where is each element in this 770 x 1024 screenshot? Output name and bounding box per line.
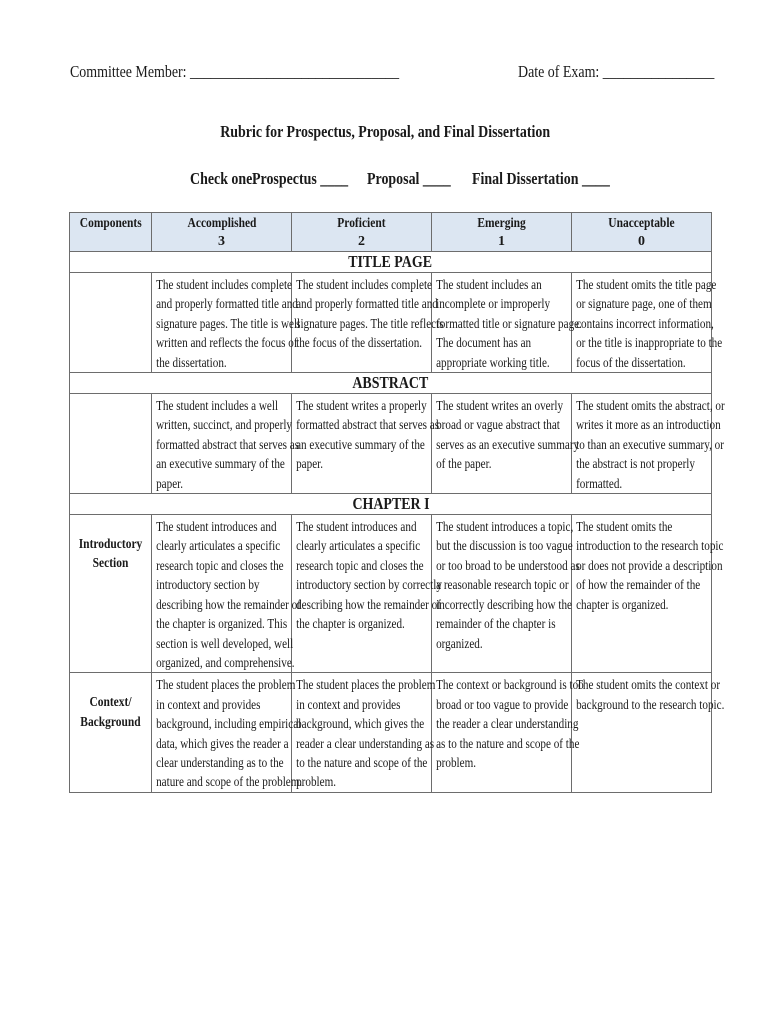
column-label: Unacceptable (608, 216, 675, 231)
text-line: introductory section by (156, 577, 260, 593)
text-line: organized. (436, 635, 483, 651)
text-line: The student omits the context or (576, 677, 721, 693)
date-of-exam-field[interactable]: Date of Exam: ________________ (518, 62, 715, 81)
proposal-option[interactable]: Proposal ____ (367, 169, 451, 188)
final-dissertation-option[interactable]: Final Dissertation ____ (472, 169, 610, 188)
text-line: background, including empirical (156, 716, 302, 732)
text-line: an executive summary of the (296, 436, 425, 452)
column-points: 0 (638, 234, 645, 249)
section-heading-text: ABSTRACT (352, 373, 429, 393)
text-line: The student omits the (576, 519, 673, 535)
text-line: the focus of the dissertation. (296, 335, 423, 351)
text-line: formatted. (576, 475, 623, 491)
criterion-cell (432, 273, 582, 373)
criterion-cell (152, 394, 300, 494)
text-line: focus of the dissertation. (576, 354, 686, 370)
component-label-context-background (70, 673, 152, 792)
text-line: background to the research topic. (576, 696, 725, 712)
text-line: The student places the problem (296, 677, 436, 693)
text-line: organized, and comprehensive. (156, 654, 295, 670)
section-heading-text: CHAPTER I (351, 494, 430, 514)
text-line: paper. (156, 475, 184, 491)
section-heading (70, 494, 712, 515)
text-line: The student introduces and (296, 519, 417, 535)
text-line: and properly formatted title and (296, 296, 438, 312)
text-line: a reasonable research topic or (436, 577, 569, 593)
text-line: clear understanding as to the (156, 754, 284, 770)
text-line: research topic and closes the (296, 557, 424, 573)
column-label: Accomplished (187, 216, 256, 231)
criterion-cell (572, 273, 723, 373)
text-line: The student includes a well (156, 398, 279, 414)
section-heading (70, 373, 712, 394)
text-line: introductory section by correctly (296, 577, 442, 593)
column-points: 2 (358, 234, 365, 249)
column-header-accomplished (152, 213, 292, 252)
text-line: the chapter is organized. (296, 616, 405, 632)
text-line: appropriate working title. (436, 354, 550, 370)
criterion-cell (292, 673, 436, 792)
text-line: or signature page, one of them (576, 296, 712, 312)
text-line: but the discussion is too vague (436, 538, 573, 554)
text-line: The student omits the title page (576, 277, 717, 292)
column-header-emerging (432, 213, 572, 252)
text-line: background, which gives the (296, 716, 425, 732)
text-line: Introductory (78, 537, 143, 553)
text-line: paper. (296, 456, 324, 472)
text-line: The document has an (436, 335, 532, 351)
text-line: The student introduces a topic, (436, 519, 574, 535)
rubric-row-introductory-section (70, 515, 712, 673)
text-line: nature and scope of the problem. (156, 774, 303, 790)
text-line: an executive summary of the (156, 456, 285, 472)
text-line: in context and provides (296, 696, 401, 712)
text-line: The student places the problem (156, 677, 296, 693)
text-line: written and reflects the focus of (156, 335, 298, 351)
text-line: The context or background is too (436, 677, 584, 693)
text-line: formatted abstract that serves as (296, 417, 440, 433)
criterion-cell (292, 273, 444, 373)
criterion-cell (572, 673, 725, 792)
component-cell (70, 273, 152, 373)
document-title (0, 122, 770, 142)
component-cell (70, 394, 152, 494)
rubric-row-abstract (70, 394, 712, 494)
committee-member-field[interactable]: Committee Member: ______________________________ (70, 62, 400, 81)
text-line: the dissertation. (156, 354, 227, 370)
text-line: describing how the remainder of (296, 596, 441, 612)
text-line: introduction to the research topic (576, 538, 724, 554)
text-line: formatted title or signature page. (436, 315, 582, 331)
text-line: section is well developed, well (156, 635, 294, 651)
section-heading-text: TITLE PAGE (348, 252, 433, 271)
section-row-chapter-1 (70, 494, 712, 515)
column-header-proficient (292, 213, 432, 252)
text-line: data, which gives the reader a (156, 735, 289, 751)
text-line: reader a clear understanding as (296, 735, 435, 751)
column-label: Proficient (337, 216, 386, 231)
text-line: signature pages. The title is well (156, 315, 301, 331)
text-line: The student includes an (436, 277, 542, 292)
text-line: broad or too vague to provide (436, 696, 569, 712)
text-line: chapter is organized. (576, 596, 669, 612)
text-line: The student omits the abstract, or (576, 398, 725, 414)
criterion-cell (152, 515, 301, 673)
criterion-cell (432, 515, 580, 673)
text-line: in context and provides (156, 696, 261, 712)
criterion-cell (292, 394, 440, 494)
text-line: serves as an executive summary (436, 436, 580, 452)
text-line: of the paper. (436, 456, 492, 472)
rubric-row-title-page (70, 273, 712, 373)
text-line: formatted abstract that serves as (156, 436, 300, 452)
column-points: 3 (218, 234, 225, 249)
text-line: and properly formatted title and (156, 296, 298, 312)
header-line (70, 62, 715, 86)
criterion-cell (572, 394, 725, 494)
text-line: The student writes an overly (436, 398, 564, 414)
text-line: or does not provide a description (576, 557, 723, 573)
text-line: describing how the remainder of (156, 596, 301, 612)
criterion-cell (572, 515, 724, 673)
section-row-abstract (70, 373, 712, 394)
text-line: as to the nature and scope of the (436, 735, 580, 751)
text-line: broad or vague abstract that (436, 417, 560, 433)
header-row (70, 213, 712, 252)
text-line: to than an executive summary, or (576, 436, 724, 452)
text-line: writes it more as an introduction (576, 417, 721, 433)
text-line: research topic and closes the (156, 557, 284, 573)
column-label: Emerging (477, 216, 526, 231)
text-line: the abstract is not properly (576, 456, 695, 472)
text-line: problem. (436, 754, 477, 770)
rubric-table (69, 212, 725, 793)
text-line: remainder of the chapter is (436, 616, 556, 632)
criterion-cell (152, 273, 301, 373)
text-line: the chapter is organized. This (156, 616, 288, 632)
check-one-label: Check one: (190, 169, 257, 188)
check-one-line (0, 169, 770, 193)
text-line: signature pages. The title reflects (296, 315, 444, 331)
text-line: The student introduces and (156, 519, 277, 535)
text-line: the reader a clear understanding (436, 716, 579, 732)
text-line: or the title is inappropriate to the (576, 335, 723, 351)
document-title-text: Rubric for Prospectus, Proposal, and Final Dissertation (220, 122, 550, 141)
text-line: contains incorrect information, (576, 315, 714, 331)
text-line: The student includes complete (156, 277, 293, 292)
column-header-components (70, 213, 152, 252)
text-line: clearly articulates a specific (296, 538, 421, 554)
text-line: to the nature and scope of the (296, 754, 428, 770)
column-points: 1 (498, 234, 505, 249)
rubric-row-context-background (70, 673, 712, 792)
component-label-introductory-section (70, 515, 152, 673)
section-heading (70, 252, 712, 273)
criterion-cell (152, 673, 303, 792)
column-label: Components (79, 216, 142, 231)
text-line: The student writes a properly (296, 398, 427, 414)
text-line: problem. (296, 774, 337, 790)
text-line: incorrectly describing how the (436, 596, 572, 612)
text-line: incomplete or improperly (436, 296, 551, 312)
text-line: clearly articulates a specific (156, 538, 281, 554)
text-line: of how the remainder of the (576, 577, 701, 593)
text-line: written, succinct, and properly (156, 417, 292, 433)
prospectus-option[interactable]: Prospectus ____ (252, 169, 349, 188)
criterion-cell (292, 515, 442, 673)
text-line: or too broad to be understood as (436, 557, 580, 573)
text-line: Background (80, 714, 141, 730)
text-line: Section (92, 556, 129, 572)
text-line: The student includes complete (296, 277, 433, 292)
column-header-unacceptable (572, 213, 712, 252)
criterion-cell (432, 394, 580, 494)
criterion-cell (432, 673, 584, 792)
text-line: Context/ (89, 695, 132, 711)
section-row-title-page (70, 252, 712, 273)
